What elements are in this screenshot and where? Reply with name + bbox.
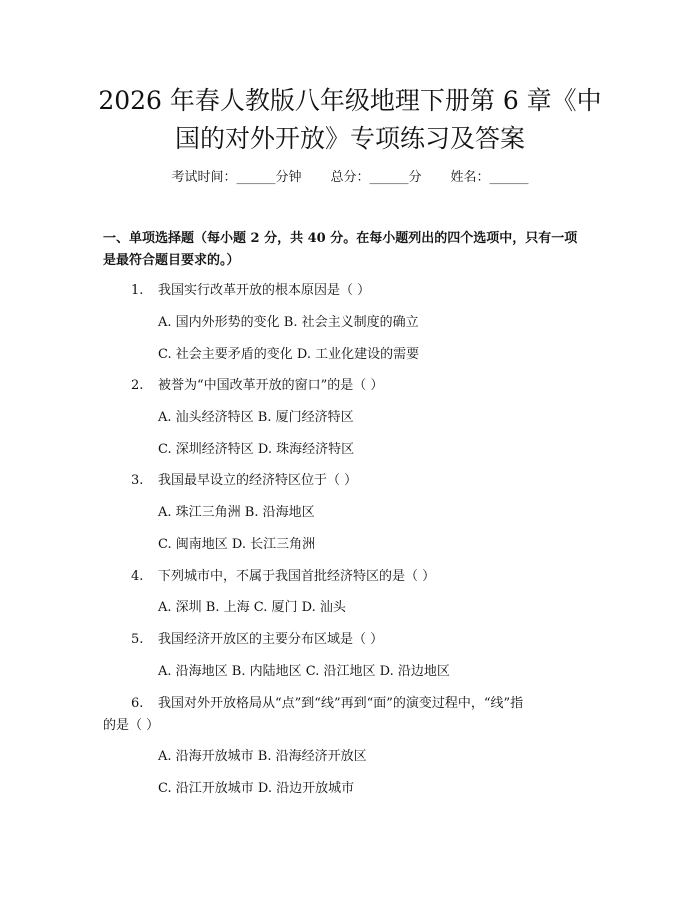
section-heading-line-1: 一、单项选择题（每小题 2 分，共 40 分。在每小题列出的四个选项中，只有一项 [103,231,578,246]
question-options: A. 国内外形势的变化 B. 社会主义制度的确立 [158,315,419,330]
question-options: C. 深圳经济特区 D. 珠海经济特区 [158,442,355,457]
question-options: C. 闽南地区 D. 长江三角洲 [158,537,316,552]
exam-score: 总分：______分 [330,170,422,185]
question-options: C. 沿江开放城市 D. 沿边开放城市 [158,781,355,796]
document-title-line-2: 国的对外开放》专项练习及答案 [174,124,525,153]
section-heading-line-2: 是最符合题目要求的。） [103,253,240,268]
exam-time: 考试时间：______分钟 [171,170,302,185]
question-text: 我国最早设立的经济特区位于（ ） [158,473,358,488]
question-text: 被誉为“中国改革开放的窗口”的是（ ） [158,378,384,393]
question-options: C. 社会主要矛盾的变化 D. 工业化建设的需要 [158,347,420,362]
question-number: 1. [131,283,144,298]
question-text: 下列城市中，不属于我国首批经济特区的是（ ） [158,569,436,584]
exam-name: 姓名：______ [450,170,529,185]
question-text: 我国经济开放区的主要分布区域是（ ） [158,632,384,647]
question-options: A. 珠江三角洲 B. 沿海地区 [158,505,315,520]
question-number: 6. [131,696,144,711]
question-options: A. 沿海地区 B. 内陆地区 C. 沿江地区 D. 沿边地区 [158,664,450,679]
question-number: 2. [131,378,144,393]
question-options: A. 深圳 B. 上海 C. 厦门 D. 汕头 [158,600,346,615]
exam-meta [0,168,700,188]
question-text: 我国实行改革开放的根本原因是（ ） [158,283,371,298]
document-title-line-1: 2026 年春人教版八年级地理下册第 6 章《中 [98,86,602,115]
question-text: 我国对外开放格局从“点”到“线”再到“面”的演变过程中，“线”指 [158,696,524,711]
question-number: 5. [131,632,144,647]
question-text-continued: 的是（ ） [103,718,160,733]
question-options: A. 沿海开放城市 B. 沿海经济开放区 [158,749,367,764]
question-options: A. 汕头经济特区 B. 厦门经济特区 [158,410,354,425]
question-number: 3. [131,473,144,488]
question-number: 4. [131,569,144,584]
